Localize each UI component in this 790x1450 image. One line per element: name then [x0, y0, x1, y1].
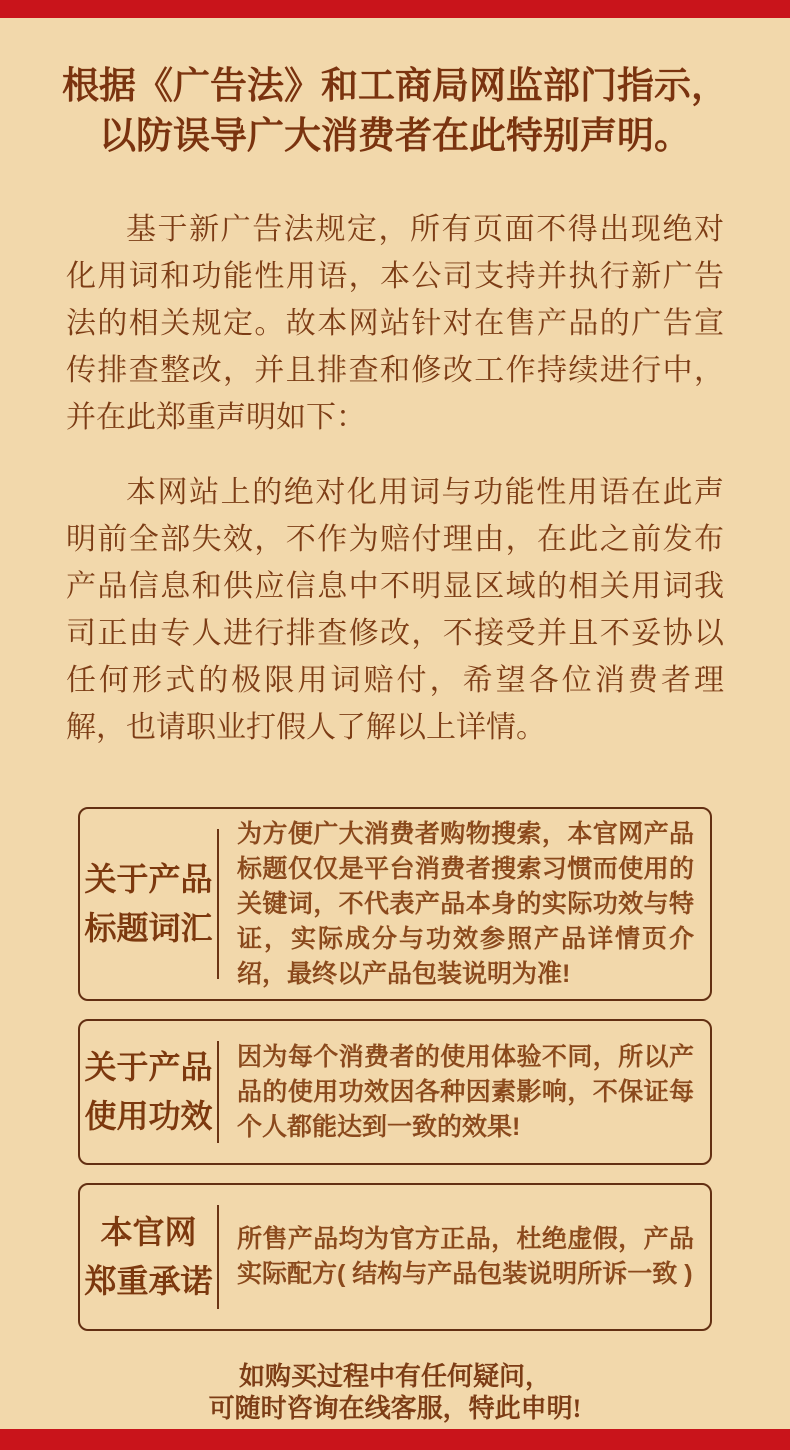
statement-paragraph-1: 基于新广告法规定，所有页面不得出现绝对化用词和功能性用语，本公司支持并执行新广告法的相关规定。故本网站针对在售产品的广告宣传排查整改，并且排查和修改工作持续进行中，并在此郑重声明如下： [66, 213, 724, 434]
notice-box-text: 因为每个消费者的使用体验不同，所以产品的使用功效因各种因素影响，不保证每个人都能达到一致的效果! [237, 1042, 694, 1141]
bottom-red-bar [0, 1429, 790, 1450]
notice-box-label-line-2: 标题词汇 [84, 910, 213, 946]
footer-note-line-1: 如购买过程中有任何疑问， [238, 1362, 551, 1391]
top-red-bar [0, 0, 790, 18]
page-title-line-1: 根据《广告法》和工商局网监部门指示， [62, 66, 728, 107]
notice-box-official-promise [78, 1183, 712, 1331]
notice-box-label-line-1: 关于产品 [84, 861, 213, 897]
notice-box-product-effect [78, 1019, 712, 1165]
notice-box-label-line-2: 使用功效 [84, 1098, 213, 1134]
notice-box-list [78, 807, 712, 1331]
statement-paragraph-2: 本网站上的绝对化用词与功能性用语在此声明前全部失效，不作为赔付理由，在此之前发布产品信息和供应信息中不明显区域的相关用词我司正由专人进行排查修改，不接受并且不妥协以任何形式的极限用词赔付，希望各位消费者理解，也请职业打假人了解以上详情。 [66, 476, 724, 744]
notice-box-product-title-keywords [78, 807, 712, 1001]
notice-box-label-line-1: 关于产品 [84, 1049, 213, 1085]
notice-box-label [80, 1043, 217, 1141]
notice-box-text: 所售产品均为官方正品，杜绝虚假，产品实际配方( 结构与产品包装说明所诉一致 ) [237, 1225, 694, 1288]
notice-box-label [80, 1208, 217, 1306]
page-title [40, 62, 750, 162]
footer-note [0, 1361, 790, 1425]
notice-box-text: 为方便广大消费者购物搜索，本官网产品标题仅仅是平台消费者搜索习惯而使用的关键词，不代表产品本身的实际功效与特证，实际成分与功效参照产品详情页介绍，最终以产品包装说明为准! [237, 819, 694, 988]
notice-box-label-line-2: 郑重承诺 [84, 1263, 213, 1299]
notice-box-label [80, 855, 217, 953]
page-title-line-2: 以防误导广大消费者在此特别声明。 [99, 116, 691, 157]
footer-note-line-2: 可随时咨询在线客服，特此申明! [208, 1394, 582, 1423]
notice-box-label-line-1: 本官网 [100, 1214, 197, 1250]
